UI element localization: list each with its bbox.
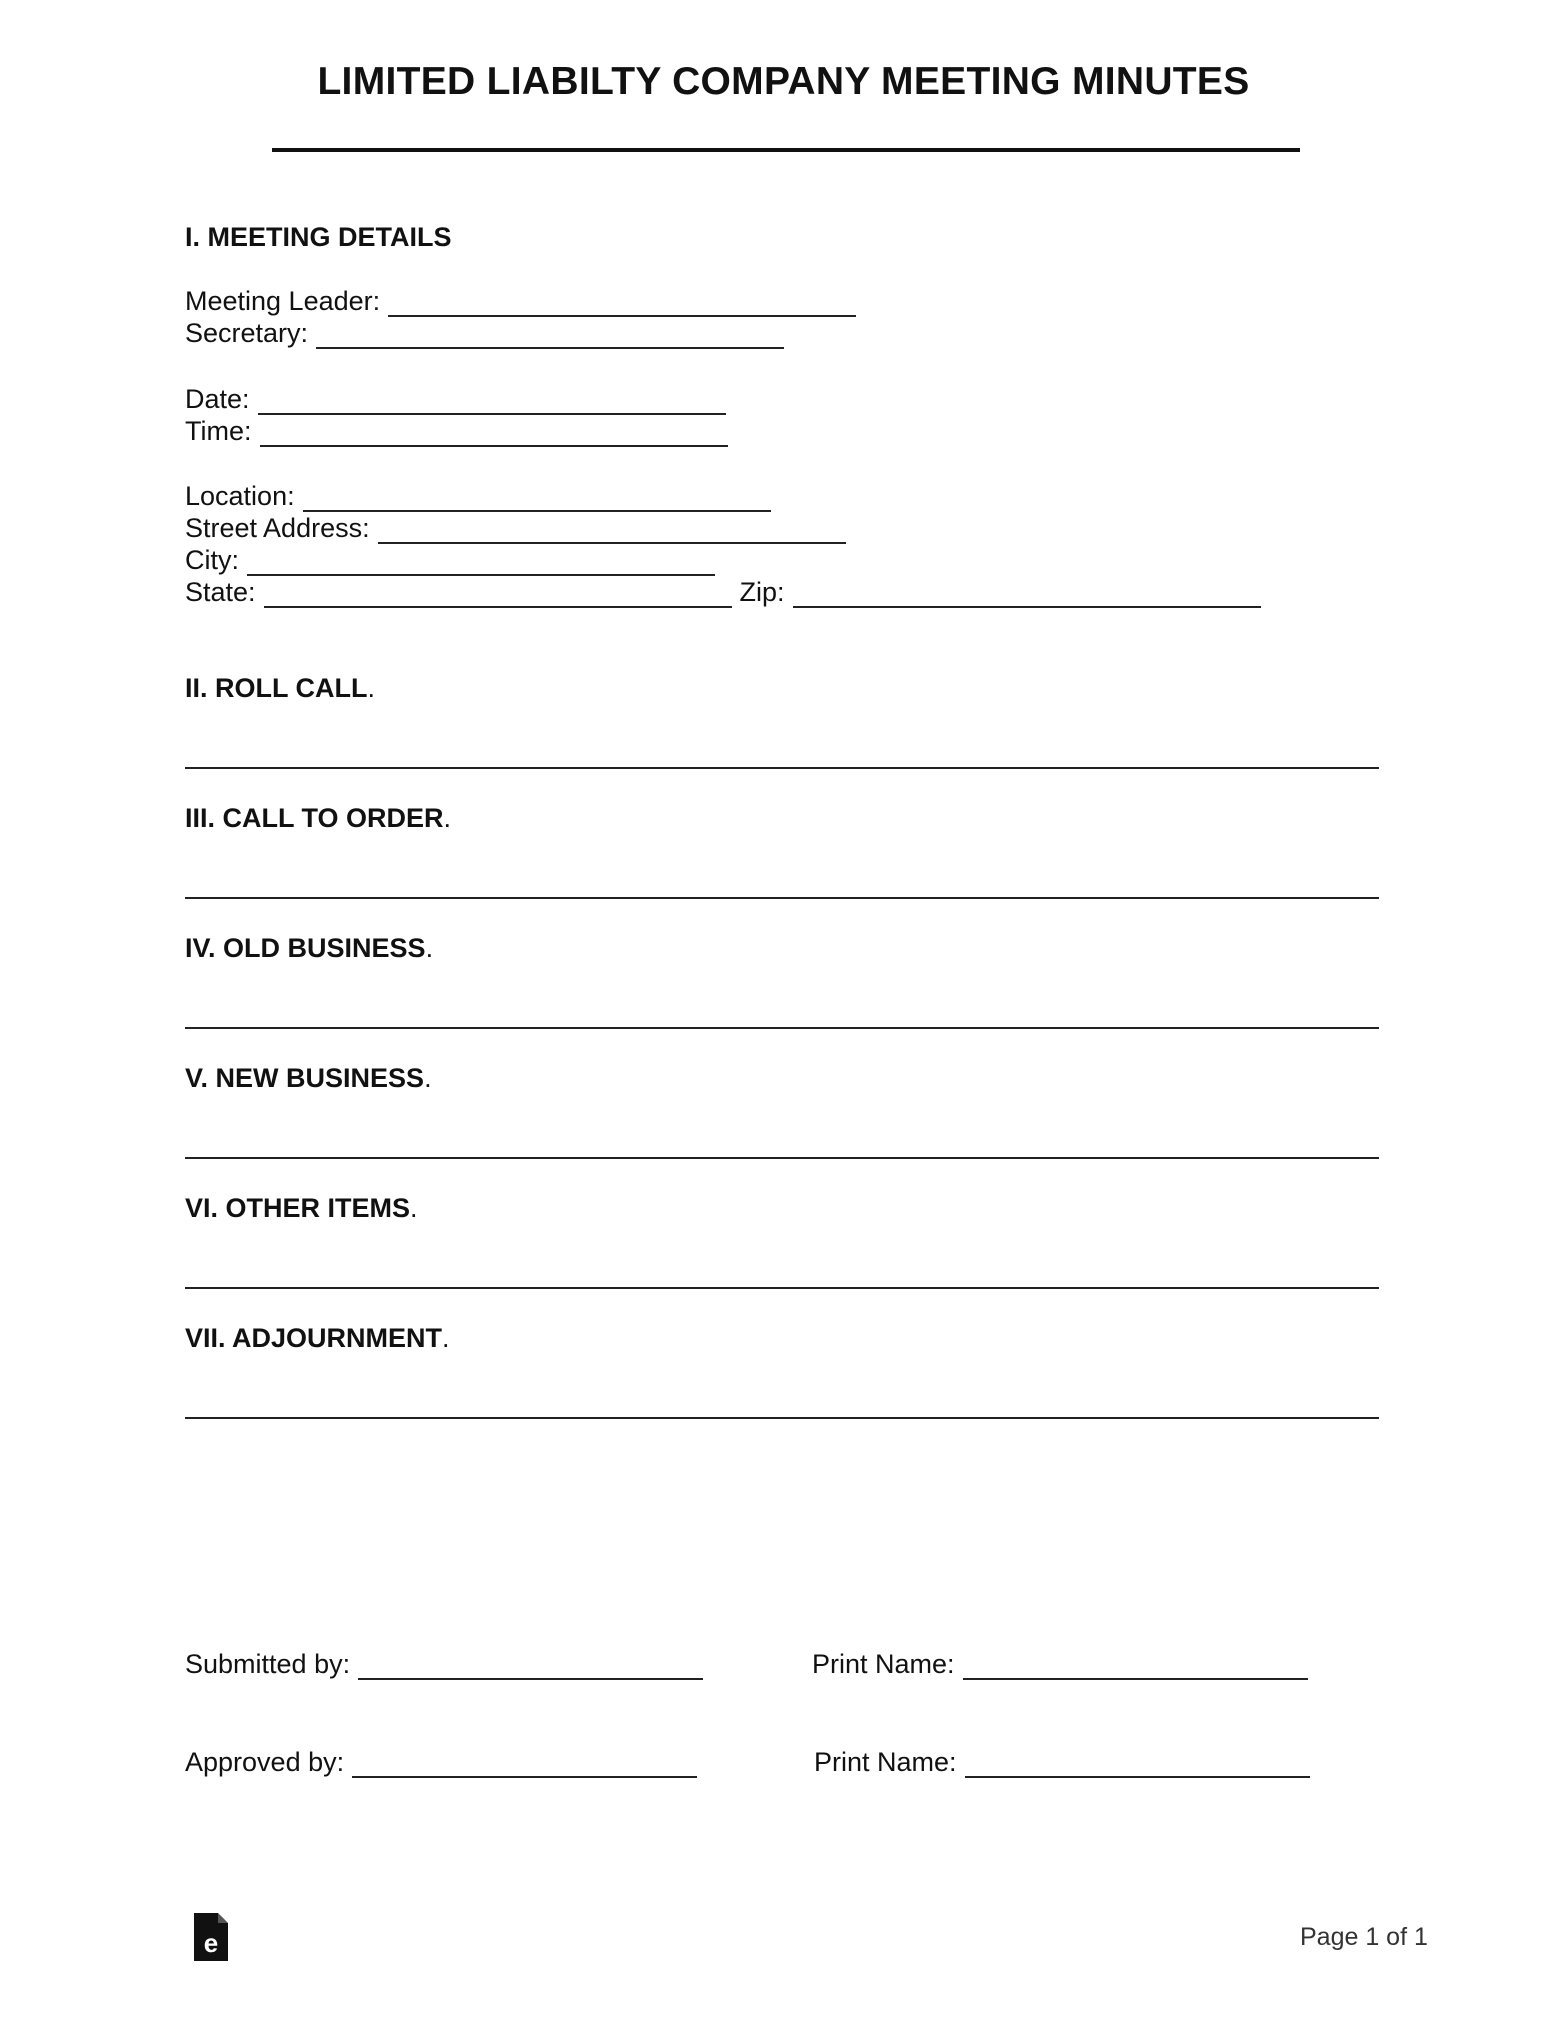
- call-to-order-input-line[interactable]: [185, 897, 1379, 899]
- city-input-line[interactable]: [247, 552, 715, 576]
- call-to-order-title: III. CALL TO ORDER: [185, 803, 444, 833]
- old-business-input-line[interactable]: [185, 1027, 1379, 1029]
- state-zip-field: [185, 577, 1261, 608]
- adjournment-input-line[interactable]: [185, 1417, 1379, 1419]
- old-business-period: .: [425, 933, 434, 963]
- svg-text:e: e: [203, 1928, 219, 1958]
- zip-label: Zip:: [739, 577, 785, 607]
- other-items-period: .: [410, 1193, 418, 1223]
- document-e-logo-icon: [192, 1912, 230, 1962]
- meeting-leader-label: Meeting Leader:: [185, 286, 381, 316]
- time-input-line[interactable]: [260, 423, 728, 447]
- street-address-field: [185, 513, 846, 544]
- call-to-order-period: .: [443, 803, 452, 833]
- submitted-by-label: Submitted by:: [185, 1649, 351, 1679]
- other-items-input-line[interactable]: [185, 1287, 1379, 1289]
- roll-call-period: .: [367, 673, 376, 703]
- time-label: Time:: [185, 416, 252, 446]
- print-name-submitted-input-line[interactable]: [963, 1656, 1308, 1680]
- section-old-business-heading: [185, 933, 433, 964]
- meeting-leader-input-line[interactable]: [388, 293, 856, 317]
- print-name-submitted-label: Print Name:: [812, 1649, 955, 1679]
- city-label: City:: [185, 545, 239, 575]
- city-field: [185, 545, 715, 576]
- print-name-submitted-field: [812, 1649, 1308, 1680]
- adjournment-period: .: [442, 1323, 450, 1353]
- approved-by-label: Approved by:: [185, 1747, 345, 1777]
- other-items-title: VI. OTHER ITEMS: [185, 1193, 411, 1223]
- date-label: Date:: [185, 384, 250, 414]
- adjournment-title: VII. ADJOURNMENT: [185, 1323, 443, 1353]
- print-name-approved-label: Print Name:: [814, 1747, 957, 1777]
- secretary-field: [185, 318, 784, 349]
- section-call-to-order-heading: [185, 803, 451, 834]
- street-address-input-line[interactable]: [378, 520, 846, 544]
- roll-call-input-line[interactable]: [185, 767, 1379, 769]
- submitted-by-input-line[interactable]: [358, 1656, 703, 1680]
- secretary-label: Secretary:: [185, 318, 309, 348]
- section-new-business-heading: [185, 1063, 432, 1094]
- state-label: State:: [185, 577, 256, 607]
- page-number: Page 1 of 1: [1300, 1923, 1428, 1951]
- location-input-line[interactable]: [303, 488, 771, 512]
- title-underline: [272, 148, 1300, 152]
- location-field: [185, 481, 771, 512]
- new-business-period: .: [424, 1063, 432, 1093]
- print-name-approved-field: [814, 1747, 1310, 1778]
- section-meeting-details-heading: I. MEETING DETAILS: [185, 222, 452, 252]
- time-field: [185, 416, 728, 447]
- location-label: Location:: [185, 481, 295, 511]
- old-business-title: IV. OLD BUSINESS: [185, 933, 426, 963]
- secretary-input-line[interactable]: [316, 325, 784, 349]
- new-business-input-line[interactable]: [185, 1157, 1379, 1159]
- approved-by-input-line[interactable]: [352, 1754, 697, 1778]
- new-business-title: V. NEW BUSINESS: [185, 1063, 425, 1093]
- section-roll-call-heading: [185, 673, 375, 704]
- print-name-approved-input-line[interactable]: [965, 1754, 1310, 1778]
- street-address-label: Street Address:: [185, 513, 370, 543]
- submitted-by-field: [185, 1649, 703, 1680]
- approved-by-field: [185, 1747, 697, 1778]
- date-input-line[interactable]: [258, 391, 726, 415]
- roll-call-title: II. ROLL CALL: [185, 673, 368, 703]
- state-input-line[interactable]: [264, 584, 732, 608]
- date-field: [185, 384, 726, 415]
- zip-input-line[interactable]: [793, 584, 1261, 608]
- section-adjournment-heading: [185, 1323, 450, 1354]
- meeting-leader-field: [185, 286, 856, 317]
- document-title: LIMITED LIABILTY COMPANY MEETING MINUTES: [317, 60, 1250, 103]
- section-other-items-heading: [185, 1193, 418, 1224]
